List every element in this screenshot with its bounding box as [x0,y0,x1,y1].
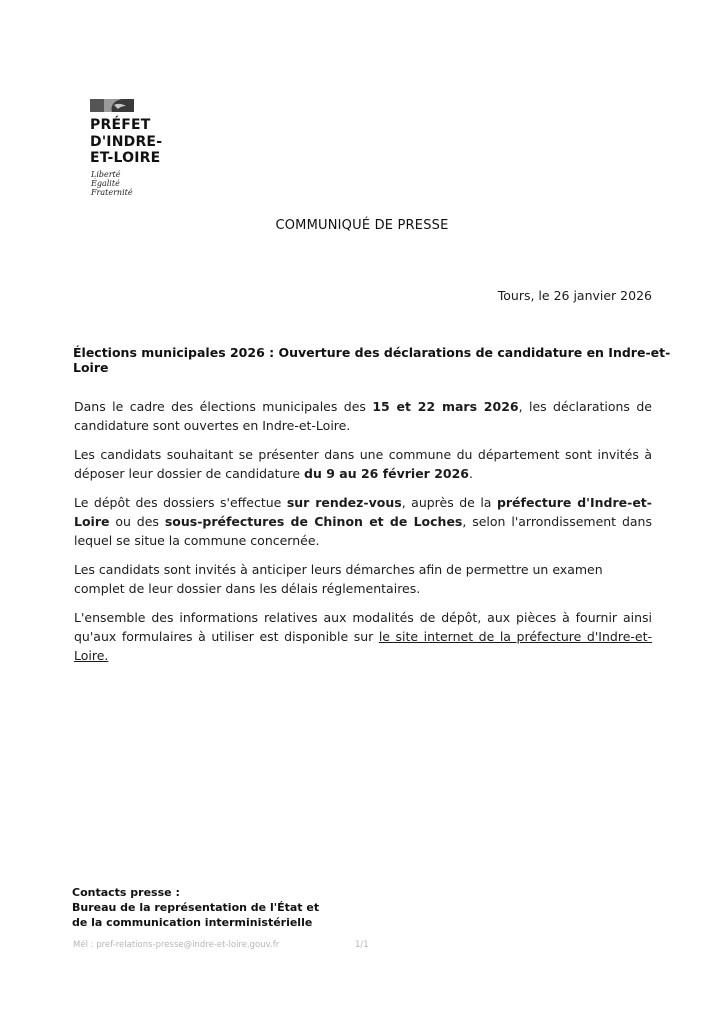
text: , auprès de la [401,495,497,510]
press-release-label: COMMUNIQUÉ DE PRESSE [275,218,449,233]
footer-email: Mél : pref-relations-presse@indre-et-loire.gouv.fr [73,940,280,950]
press-contacts [72,885,472,930]
contacts-heading: Contacts presse : [72,886,180,899]
highlight-period: du 9 au 26 février 2026 [304,466,469,481]
text: ou des [109,514,165,529]
prefecture-website-link[interactable]: le site internet de la préfecture d'Indre-et-Loire. [74,629,652,663]
republic-motto [91,170,211,197]
text: , les déclarations de candidature sont ouvertes en Indre-et-Loire. [74,399,652,433]
paragraph-5 [74,608,652,665]
motto-line: Égalité [91,179,120,188]
motto-line: Fraternité [91,188,133,197]
release-subject: Élections municipales 2026 : Ouverture des déclarations de candidature en Indre-et-Loire [73,345,671,375]
highlight-appointment: sur rendez-vous [286,495,402,510]
contacts-line: Bureau de la représentation de l'État et [72,901,320,914]
page-footer [73,940,373,950]
paragraph-4: Les candidats sont invités à anticiper leurs démarches afin de permettre un examen complet de leur dossier dans les délais réglementaires. [74,562,603,596]
motto-line: Liberté [91,170,121,179]
text: . [469,466,473,481]
text: , selon l'arrondissement dans lequel se situe la commune concernée. [74,514,652,548]
prefecture-name-line: ET-LOIRE [90,150,161,166]
text: Le dépôt des dossiers s'effectue [74,495,287,510]
paragraph-3 [74,493,652,550]
paragraph-2 [74,445,652,483]
prefecture-name-line: D'INDRE- [90,133,163,150]
release-body [74,397,652,675]
prefecture-name [90,117,240,167]
marianne-emblem-icon [90,97,134,114]
page-number: 1/1 [355,940,369,950]
highlight-dates: 15 et 22 mars 2026 [372,399,519,414]
highlight-prefecture: préfecture d'Indre-et-Loire [74,495,652,529]
paragraph-1 [74,397,652,435]
release-date: Tours, le 26 janvier 2026 [497,288,652,303]
text: Dans le cadre des élections municipales des [74,399,373,414]
text: L'ensemble des informations relatives aux modalités de dépôt, aux pièces à fournir ainsi qu'aux formulaires à utiliser est disponible sur [74,610,652,644]
contacts-line: de la communication interministérielle [72,916,313,929]
highlight-subprefectures: sous-préfectures de Chinon et de Loches [164,514,463,529]
text: Les candidats souhaitant se présenter dans une commune du département sont invités à déposer leur dossier de candidature [74,447,652,481]
prefecture-name-line: PRÉFET [90,117,151,133]
